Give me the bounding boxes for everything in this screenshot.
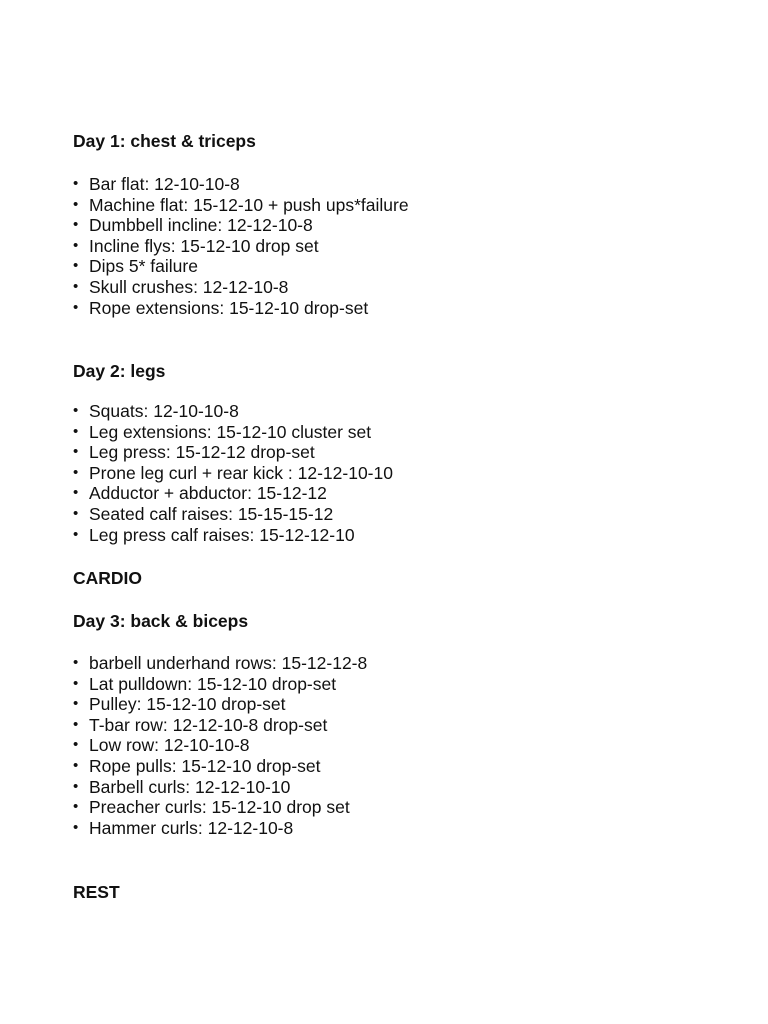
bullet-icon: • bbox=[73, 504, 79, 522]
bullet-icon: • bbox=[73, 195, 79, 213]
exercise-text: Lat pulldown: 15-12-10 drop-set bbox=[89, 673, 337, 694]
list-item bbox=[73, 756, 367, 777]
exercise-text: barbell underhand rows: 15-12-12-8 bbox=[89, 653, 368, 673]
list-item bbox=[73, 422, 393, 443]
exercise-text: Bar flat: 12-10-10-8 bbox=[89, 174, 240, 194]
bullet-icon: • bbox=[73, 257, 79, 275]
exercise-text: Leg press calf raises: 15-12-12-10 bbox=[89, 524, 355, 545]
rest-heading: REST bbox=[73, 882, 120, 902]
list-item bbox=[73, 174, 409, 195]
list-item bbox=[73, 236, 409, 257]
day3-exercise-list bbox=[73, 653, 367, 838]
list-item bbox=[73, 777, 367, 798]
list-item bbox=[73, 818, 367, 839]
exercise-text: T-bar row: 12-12-10-8 drop-set bbox=[89, 714, 328, 735]
bullet-icon: • bbox=[73, 777, 79, 795]
exercise-text: Incline flys: 15-12-10 drop set bbox=[89, 235, 319, 256]
list-item bbox=[73, 504, 393, 525]
exercise-text: Rope pulls: 15-12-10 drop-set bbox=[89, 755, 321, 776]
list-item bbox=[73, 694, 367, 715]
day2-exercise-list bbox=[73, 401, 393, 545]
bullet-icon: • bbox=[73, 402, 79, 419]
list-item bbox=[73, 715, 367, 736]
exercise-text: Skull crushes: 12-12-10-8 bbox=[89, 276, 289, 297]
exercise-text: Machine flat: 15-12-10 + push ups*failure bbox=[89, 194, 409, 215]
bullet-icon: • bbox=[73, 422, 79, 440]
bullet-icon: • bbox=[73, 298, 79, 316]
bullet-icon: • bbox=[73, 216, 79, 234]
exercise-text: Barbell curls: 12-12-10-10 bbox=[89, 776, 291, 797]
bullet-icon: • bbox=[73, 695, 79, 713]
bullet-icon: • bbox=[73, 463, 79, 481]
list-item bbox=[73, 797, 367, 818]
list-item bbox=[73, 277, 409, 298]
day1-exercise-list bbox=[73, 174, 409, 318]
list-item bbox=[73, 442, 393, 463]
list-item bbox=[73, 298, 409, 319]
bullet-icon: • bbox=[73, 715, 79, 733]
list-item bbox=[73, 195, 409, 216]
bullet-icon: • bbox=[73, 654, 79, 671]
list-item bbox=[73, 525, 393, 546]
list-item bbox=[73, 256, 409, 277]
bullet-icon: • bbox=[73, 798, 79, 816]
exercise-text: Adductor + abductor: 15-12-12 bbox=[89, 483, 327, 504]
bullet-icon: • bbox=[73, 674, 79, 692]
exercise-text: Hammer curls: 12-12-10-8 bbox=[89, 817, 294, 838]
exercise-text: Seated calf raises: 15-15-15-12 bbox=[89, 503, 334, 524]
exercise-text: Leg extensions: 15-12-10 cluster set bbox=[89, 421, 372, 442]
exercise-text: Squats: 12-10-10-8 bbox=[89, 401, 239, 421]
list-item bbox=[73, 674, 367, 695]
bullet-icon: • bbox=[73, 175, 79, 192]
bullet-icon: • bbox=[73, 525, 79, 543]
bullet-icon: • bbox=[73, 277, 79, 295]
bullet-icon: • bbox=[73, 443, 79, 461]
exercise-text: Pulley: 15-12-10 drop-set bbox=[89, 694, 286, 715]
day2-heading: Day 2: legs bbox=[73, 361, 166, 381]
exercise-text: Low row: 12-10-10-8 bbox=[89, 735, 250, 756]
exercise-text: Dumbbell incline: 12-12-10-8 bbox=[89, 215, 313, 236]
exercise-text: Dips 5* failure bbox=[89, 256, 198, 277]
bullet-icon: • bbox=[73, 818, 79, 836]
list-item bbox=[73, 215, 409, 236]
bullet-icon: • bbox=[73, 736, 79, 754]
exercise-text: Rope extensions: 15-12-10 drop-set bbox=[89, 297, 369, 318]
list-item bbox=[73, 483, 393, 504]
bullet-icon: • bbox=[73, 236, 79, 254]
day1-heading: Day 1: chest & triceps bbox=[73, 131, 256, 151]
exercise-text: Prone leg curl + rear kick : 12-12-10-10 bbox=[89, 462, 393, 483]
list-item bbox=[73, 653, 367, 674]
exercise-text: Leg press: 15-12-12 drop-set bbox=[89, 442, 315, 463]
list-item bbox=[73, 735, 367, 756]
bullet-icon: • bbox=[73, 756, 79, 774]
list-item bbox=[73, 463, 393, 484]
day3-heading: Day 3: back & biceps bbox=[73, 611, 249, 631]
exercise-text: Preacher curls: 15-12-10 drop set bbox=[89, 797, 350, 818]
list-item bbox=[73, 401, 393, 422]
cardio-heading: CARDIO bbox=[73, 568, 143, 588]
bullet-icon: • bbox=[73, 484, 79, 502]
